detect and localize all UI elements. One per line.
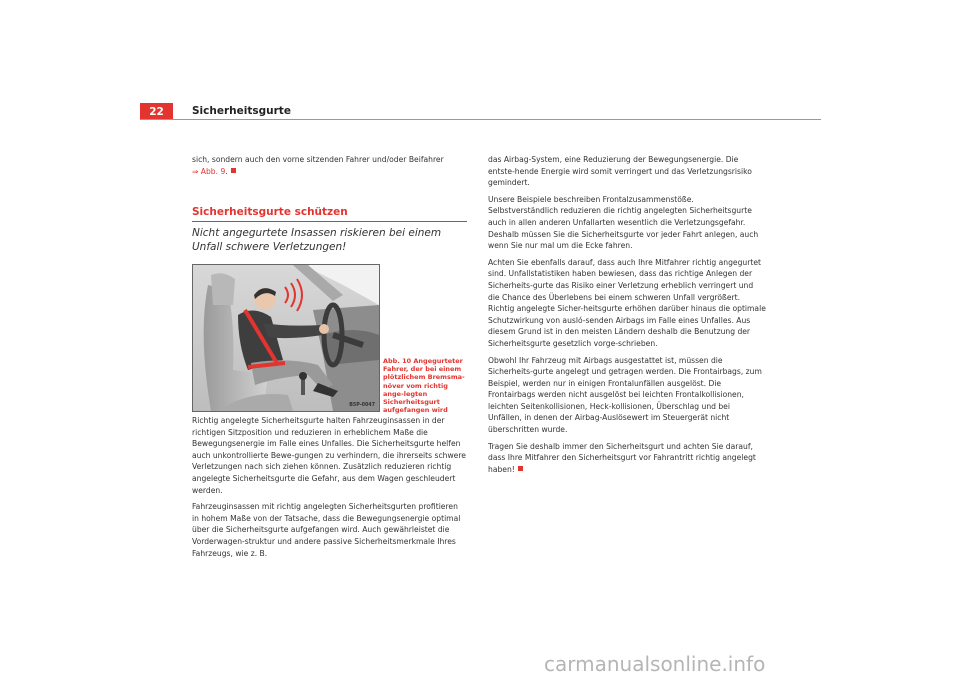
page-number: 22 [140, 103, 173, 120]
right-column-body [488, 154, 766, 480]
paragraph: Richtig angelegte Sicherheitsgurte halten Fahrzeuginsassen in der richtigen Sitzposition und reduzieren in erheblichem Maße die Bewegungsenergie im Falle eines Unfalles. Die Sicherheitsgurte helfen auch unkontrollierte Bewe-gungen zu verhindern, die ihrerseits schwere Verletzungen nach sich ziehen können. Zusätzlich reduzieren richtig angelegte Sicherheitsgurte die Gefahr, aus dem Wagen geschleudert werden. [192, 416, 466, 495]
intro-text: sich, sondern auch den vorne sitzenden Fahrer und/oder Beifahrer [192, 155, 444, 164]
end-marker-icon [231, 168, 236, 173]
belted-driver-illustration [193, 265, 379, 411]
paragraph: das Airbag-System, eine Reduzierung der Bewegungsenergie. Die entste-hende Energie wird somit verringert und das Verletzungsrisiko gemindert. [488, 155, 752, 188]
intro-paragraph [192, 154, 467, 182]
header-rule [140, 119, 821, 120]
paragraph-text: Tragen Sie deshalb immer den Sicherheitsgurt und achten Sie darauf, dass Ihre Mitfahrer den Sicherheitsgurt vor Fahrantritt richtig angelegt haben! [488, 441, 756, 474]
left-column-body [192, 415, 467, 564]
running-title: Sicherheitsgurte [192, 105, 291, 117]
paragraph: Fahrzeuginsassen mit richtig angelegten Sicherheitsgurten profitieren in hohem Maße von der Tatsache, dass die Bewegungsenergie optimal über die Sicherheitsgurte aufgefangen wird. Auch gewährleistet die Vorderwagen-struktur und andere passive Sicherheitsmerkmale Ihres Fahrzeugs, wie z. B. [192, 502, 461, 558]
figure-code: B5P-0047 [349, 403, 375, 408]
watermark-link[interactable]: carmanualsonline.info [544, 652, 766, 676]
figure-caption: Abb. 10 Angegurteter Fahrer, der bei einem plötzlichem Bremsma-növer vom richtig ange-legten Sicherheitsgurt aufgefangen wird [383, 357, 465, 415]
intro-ref-tail: . [225, 166, 228, 176]
section-lead: Nicht angegurtete Insassen riskieren bei einem Unfall schwere Verletzungen! [192, 227, 442, 253]
figure-reference-link[interactable]: ⇒ Abb. 9 [192, 166, 226, 176]
section-heading: Sicherheitsgurte schützen [192, 206, 467, 222]
figure-belted-driver [192, 264, 380, 412]
paragraph: Achten Sie ebenfalls darauf, dass auch Ihre Mitfahrer richtig angegurtet sind. Unfallstatistiken haben bewiesen, dass das richtige Anlegen der Sicherheits-gurte das Risiko einer Verletzung erheblich verringert und die Chance des Überlebens bei einem schweren Unfall vergrößert. Richtig angelegte Sicher-heitsgurte erhöhen darüber hinaus die optimale Schutzwirkung von ausló-senden Airbags im Falle eines Unfalles. Aus diesem Grund ist in den meisten Ländern deshalb die Benutzung der Sicherheitsgurte gesetzlich vorge-schrieben. [488, 257, 766, 348]
paragraph-last [488, 441, 766, 476]
paragraph: Obwohl Ihr Fahrzeug mit Airbags ausgestattet ist, müssen die Sicherheits-gurte angelegt und getragen werden. Die Frontairbags, zum Beispiel, werden nur in einigen Frontalunfällen ausgelöst. Die Frontairbags werden nicht ausgelöst bei leichten Frontalkollisionen, leichten Seitenkollisionen, Heck-kollisionen, Überschlag und bei Unfällen, in denen der Airbag-Auslösewert im Steuergerät nicht überschritten wurde. [488, 355, 762, 435]
paragraph: Unsere Beispiele beschreiben Frontalzusammenstöße. Selbstverständlich reduzieren die richtig angelegten Sicherheitsgurte auch in allen anderen Unfallarten wesentlich die Verletzungsgefahr. Deshalb müssen Sie die Sicherheitsgurte vor jeder Fahrt anlegen, auch wenn Sie nur mal um die Ecke fahren. [488, 194, 759, 251]
end-marker-icon [518, 466, 523, 471]
